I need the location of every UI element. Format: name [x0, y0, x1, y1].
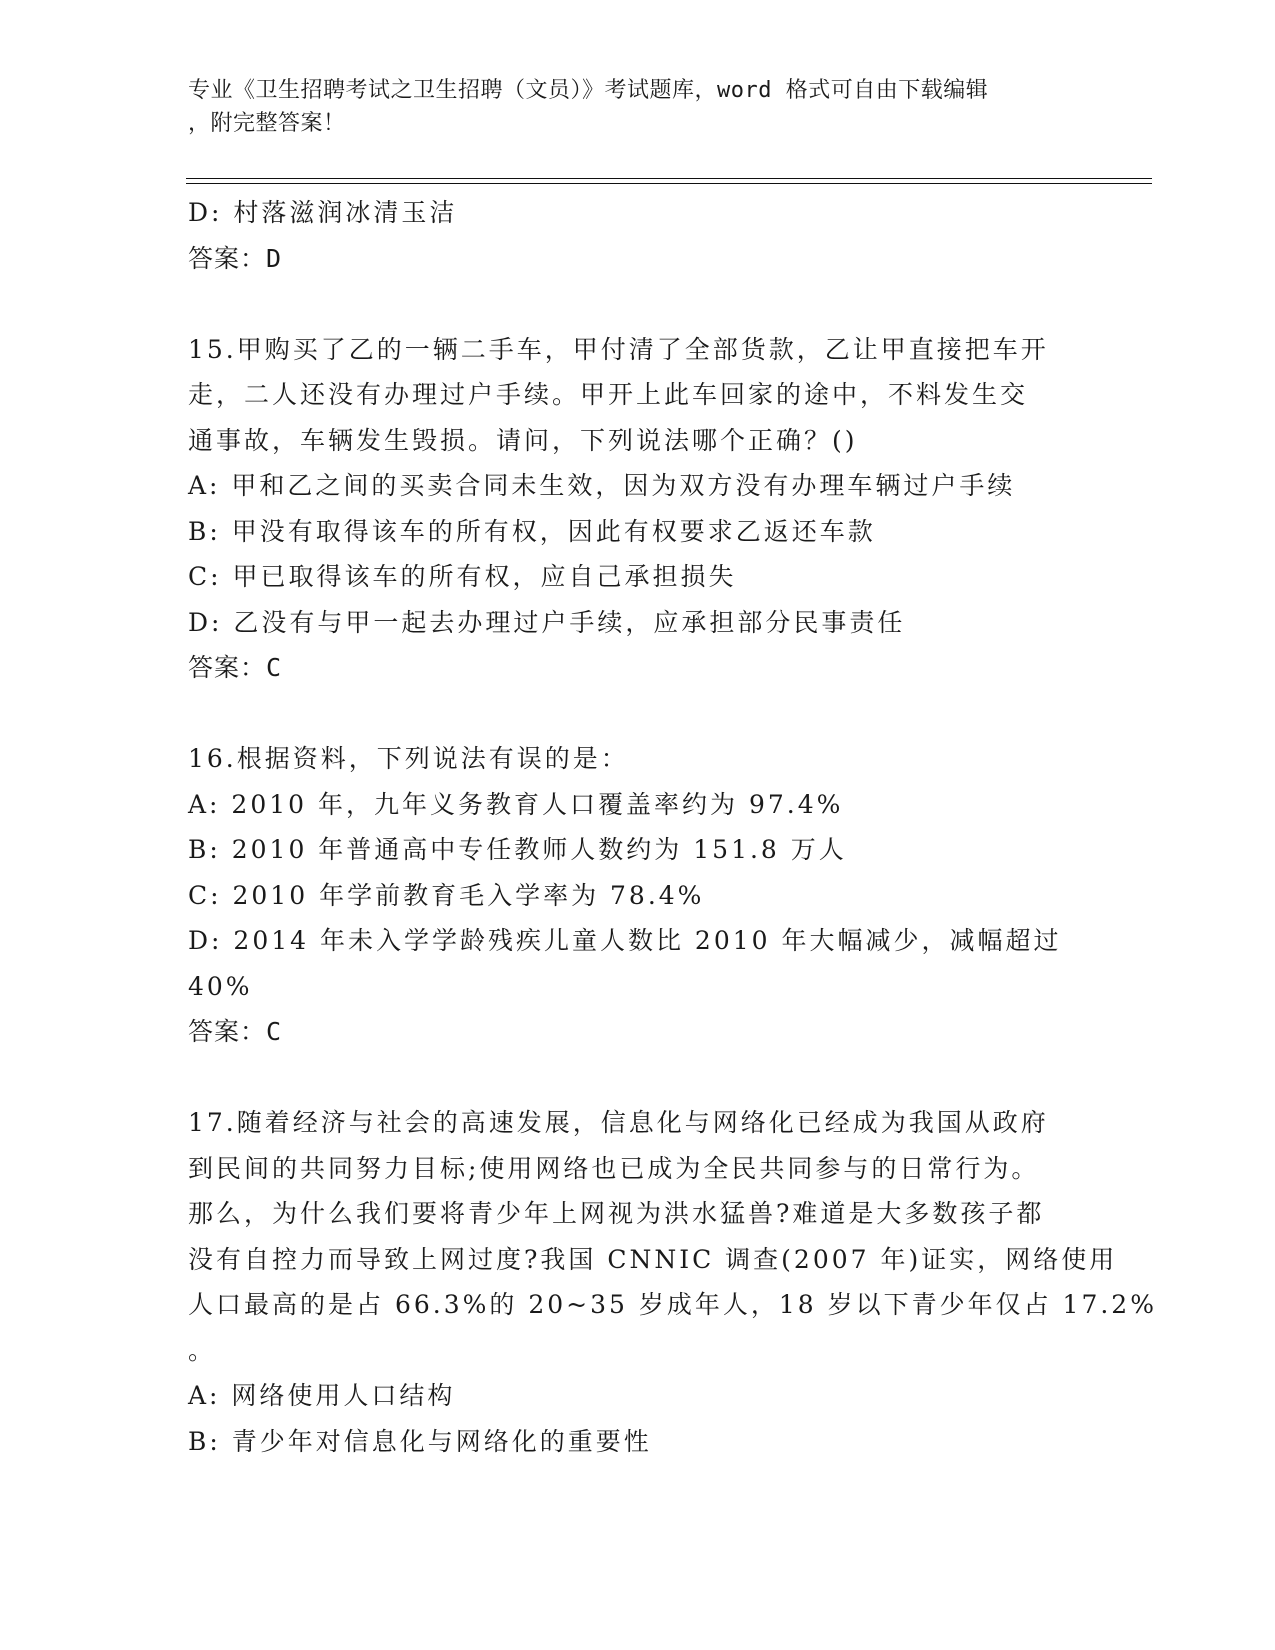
- spacer: [188, 281, 1088, 327]
- answer-label: 答案：: [188, 1017, 267, 1046]
- question-16: [188, 736, 1088, 1055]
- answer-label: 答案：: [188, 653, 267, 682]
- spacer: [188, 691, 1088, 737]
- q16-option-c: C: 2010 年学前教育毛入学率为 78.4%: [188, 880, 705, 910]
- q17-stem-line-6: 。: [188, 1335, 217, 1365]
- q16-option-a: A: 2010 年，九年义务教育人口覆盖率约为 97.4%: [188, 789, 844, 819]
- q15-option-d: D: 乙没有与甲一起去办理过户手续，应承担部分民事责任: [188, 607, 906, 637]
- q15-option-a: A: 甲和乙之间的买卖合同未生效，因为双方没有办理车辆过户手续: [188, 471, 1016, 500]
- spacer: [188, 1055, 1088, 1101]
- answer-value: C: [266, 1017, 283, 1046]
- answer-value: D: [266, 243, 283, 273]
- q15-stem-line-1: 15.甲购买了乙的一辆二手车，甲付清了全部货款，乙让甲直接把车开: [188, 334, 1049, 364]
- q15-option-c: C: 甲已取得该车的所有权，应自己承担损失: [188, 562, 737, 591]
- prev-answer: [188, 236, 1088, 282]
- header-line-1: 专业《卫生招聘考试之卫生招聘（文员）》考试题库，word 格式可自由下载编辑: [188, 78, 989, 103]
- q15-option-b: B: 甲没有取得该车的所有权，因此有权要求乙返还车款: [188, 516, 876, 546]
- q16-option-d: D: 2014 年未入学学龄残疾儿童人数比 2010 年大幅减少，减幅超过: [188, 926, 1062, 955]
- header-divider-top: [186, 178, 1152, 179]
- answer-label: 答案：: [188, 243, 267, 273]
- q17-stem-line-4: 没有自控力而导致上网过度?我国 CNNIC 调查(2007 年)证实，网络使用: [188, 1244, 1118, 1274]
- question-17: [188, 1100, 1157, 1464]
- q17-option-a: A: 网络使用人口结构: [188, 1381, 456, 1410]
- question-15: [188, 327, 1088, 691]
- q17-stem-line-2: 到民间的共同努力目标;使用网络也已成为全民共同参与的日常行为。: [188, 1153, 1040, 1183]
- q15-stem-line-3: 通事故，车辆发生毁损。请问，下列说法哪个正确？(): [188, 425, 858, 455]
- q15-answer: [188, 645, 1088, 691]
- prev-option-d: D: 村落滋润冰清玉洁: [188, 198, 458, 227]
- q16-option-d-continued: 40%: [188, 971, 253, 1001]
- document-body: [188, 190, 1157, 1464]
- q17-stem-line-3: 那么，为什么我们要将青少年上网视为洪水猛兽?难道是大多数孩子都: [188, 1199, 1045, 1228]
- q16-stem-line-1: 16.根据资料，下列说法有误的是：: [188, 744, 629, 773]
- answer-value: C: [266, 653, 283, 682]
- document-header: [188, 74, 1078, 140]
- q17-option-b: B: 青少年对信息化与网络化的重要性: [188, 1426, 652, 1456]
- q16-option-b: B: 2010 年普通高中专任教师人数约为 151.8 万人: [188, 835, 847, 864]
- q16-answer: [188, 1009, 1088, 1055]
- q17-stem-line-1: 17.随着经济与社会的高速发展，信息化与网络化已经成为我国从政府: [188, 1108, 1049, 1137]
- q17-stem-line-5: 人口最高的是占 66.3%的 20~35 岁成年人，18 岁以下青少年仅占 17.2%: [188, 1290, 1157, 1319]
- header-line-2: ，附完整答案！: [188, 111, 346, 136]
- header-divider-bottom: [186, 183, 1152, 184]
- q15-stem-line-2: 走，二人还没有办理过户手续。甲开上此车回家的途中，不料发生交: [188, 380, 1029, 409]
